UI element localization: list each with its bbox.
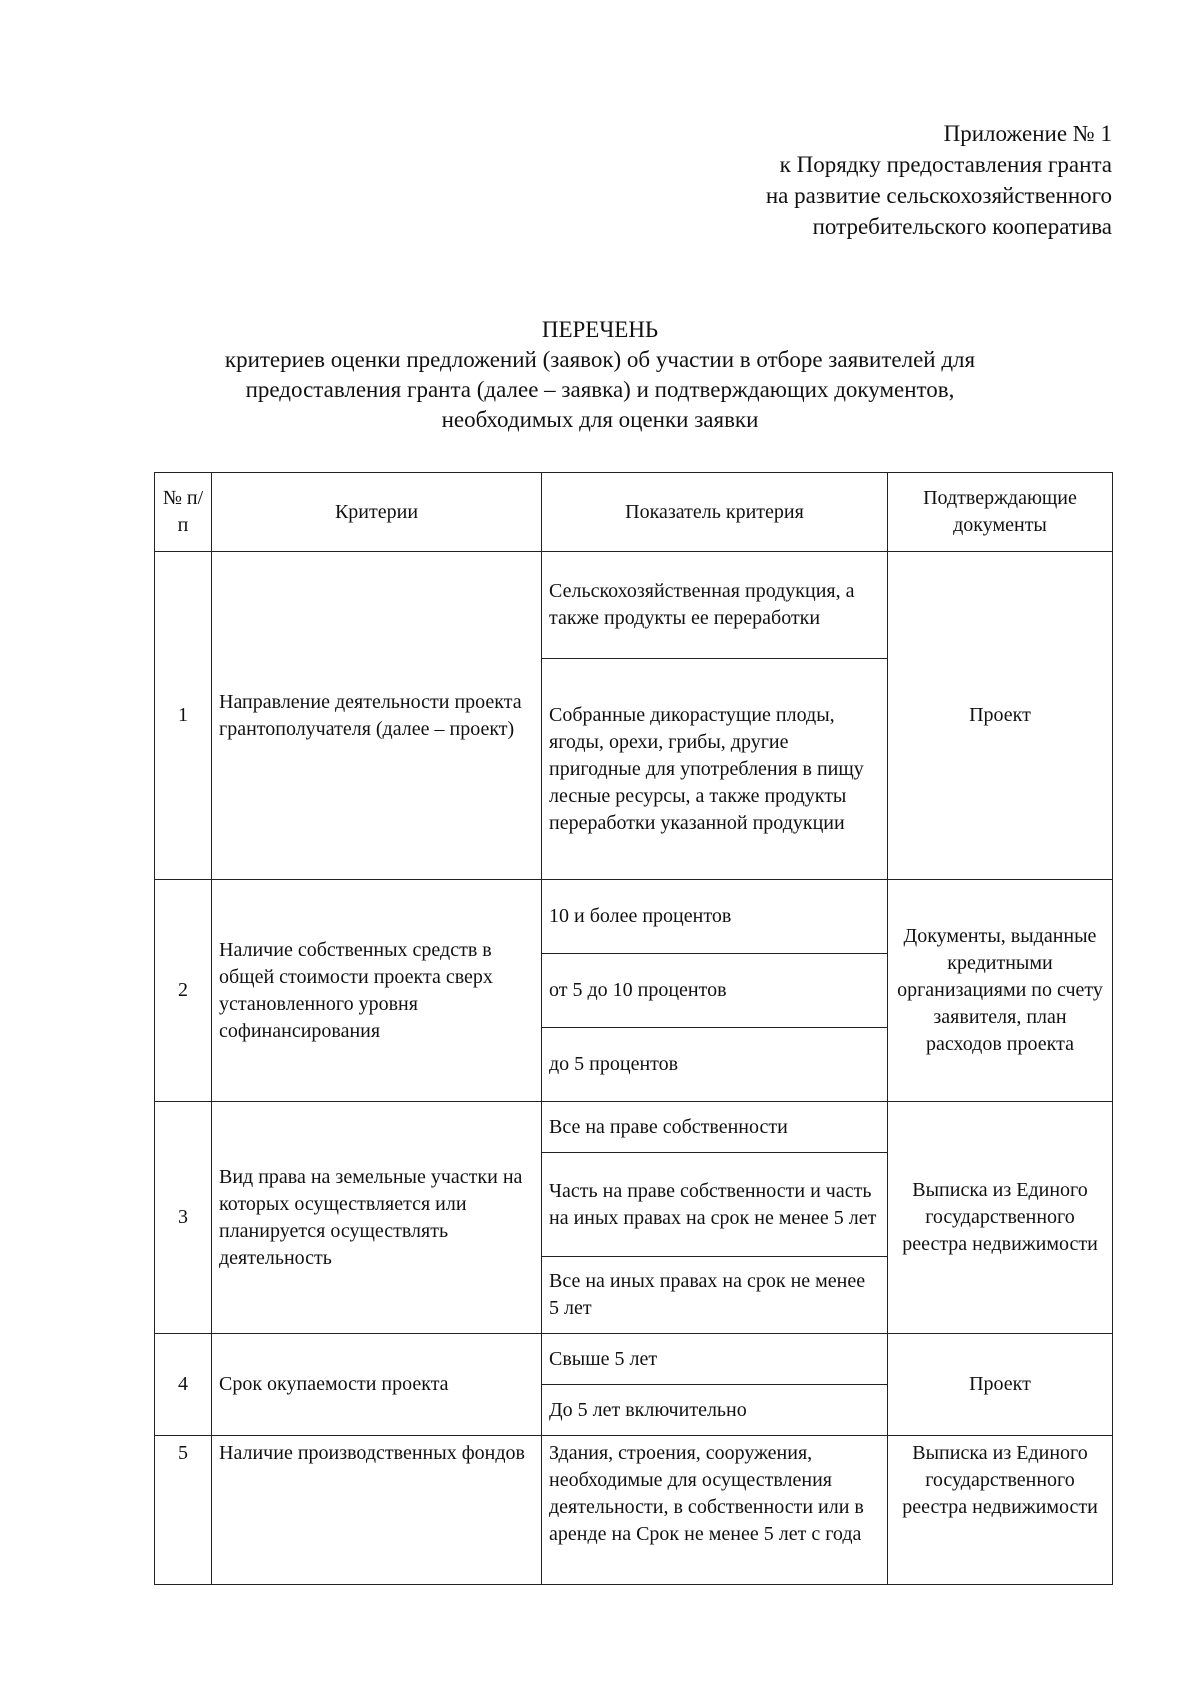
row-criterion: Наличие производственных фондов — [212, 1436, 542, 1585]
header-num: № п/п — [155, 473, 212, 552]
row-num: 4 — [155, 1334, 212, 1436]
table-row — [155, 1436, 1113, 1585]
appendix-line: потребительского кооператива — [812, 214, 1112, 239]
row-criterion: Вид права на земельные участки на которых осуществляется или планируется осуществлять деятельность — [212, 1102, 542, 1334]
appendix-line: к Порядку предоставления гранта — [779, 152, 1112, 177]
row-indicator: Здания, строения, сооружения, необходимые для осуществления деятельности, в собственности или в аренде на Срок не менее 5 лет с года — [542, 1436, 888, 1585]
row-indicator: от 5 до 10 процентов — [542, 954, 888, 1028]
row-indicator: Часть на праве собственности и часть на иных правах на срок не менее 5 лет — [542, 1153, 888, 1257]
criteria-table — [154, 472, 1113, 1585]
table-row — [155, 552, 1113, 659]
row-indicator: Сельскохозяйственная продукция, а также продукты ее переработки — [542, 552, 888, 659]
table-header-row — [155, 473, 1113, 552]
appendix-line: на развитие сельскохозяйственного — [765, 183, 1112, 208]
heading-line: необходимых для оценки заявки — [441, 407, 759, 432]
row-indicator: 10 и более процентов — [542, 880, 888, 954]
document-title: ПЕРЕЧЕНЬ — [541, 317, 659, 342]
row-docs: Выписка из Единого государственного реестра недвижимости — [888, 1436, 1113, 1585]
row-criterion: Наличие собственных средств в общей стоимости проекта сверх установленного уровня софинансирования — [212, 880, 542, 1102]
row-indicator: Все на иных правах на срок не менее 5 лет — [542, 1257, 888, 1334]
table-row — [155, 1334, 1113, 1385]
table-row — [155, 1102, 1113, 1153]
row-indicator: Собранные дикорастущие плоды, ягоды, орехи, грибы, другие пригодные для употребления в пищу лесные ресурсы, а также продукты переработки указанной продукции — [542, 659, 888, 880]
row-indicator: до 5 процентов — [542, 1028, 888, 1102]
row-num: 3 — [155, 1102, 212, 1334]
row-indicator: До 5 лет включительно — [542, 1385, 888, 1436]
heading-line: критериев оценки предложений (заявок) об участии в отборе заявителей для — [224, 347, 976, 372]
row-docs: Документы, выданные кредитными организациями по счету заявителя, план расходов проекта — [888, 880, 1113, 1102]
row-indicator: Все на праве собственности — [542, 1102, 888, 1153]
header-criteria: Критерии — [212, 473, 542, 552]
header-docs: Подтверждающие документы — [888, 473, 1113, 552]
appendix-header — [766, 118, 1112, 242]
header-indicator: Показатель критерия — [542, 473, 888, 552]
appendix-line: Приложение № 1 — [943, 121, 1112, 146]
row-criterion: Срок окупаемости проекта — [212, 1334, 542, 1436]
row-num: 2 — [155, 880, 212, 1102]
table-row — [155, 880, 1113, 954]
row-docs: Проект — [888, 552, 1113, 880]
row-docs: Выписка из Единого государственного реестра недвижимости — [888, 1102, 1113, 1334]
row-criterion: Направление деятельности проекта грантополучателя (далее – проект) — [212, 552, 542, 880]
row-num: 5 — [155, 1436, 212, 1585]
row-docs: Проект — [888, 1334, 1113, 1436]
row-indicator: Свыше 5 лет — [542, 1334, 888, 1385]
heading-line: предоставления гранта (далее – заявка) и подтверждающих документов, — [245, 377, 955, 402]
row-num: 1 — [155, 552, 212, 880]
document-heading — [0, 315, 1200, 435]
